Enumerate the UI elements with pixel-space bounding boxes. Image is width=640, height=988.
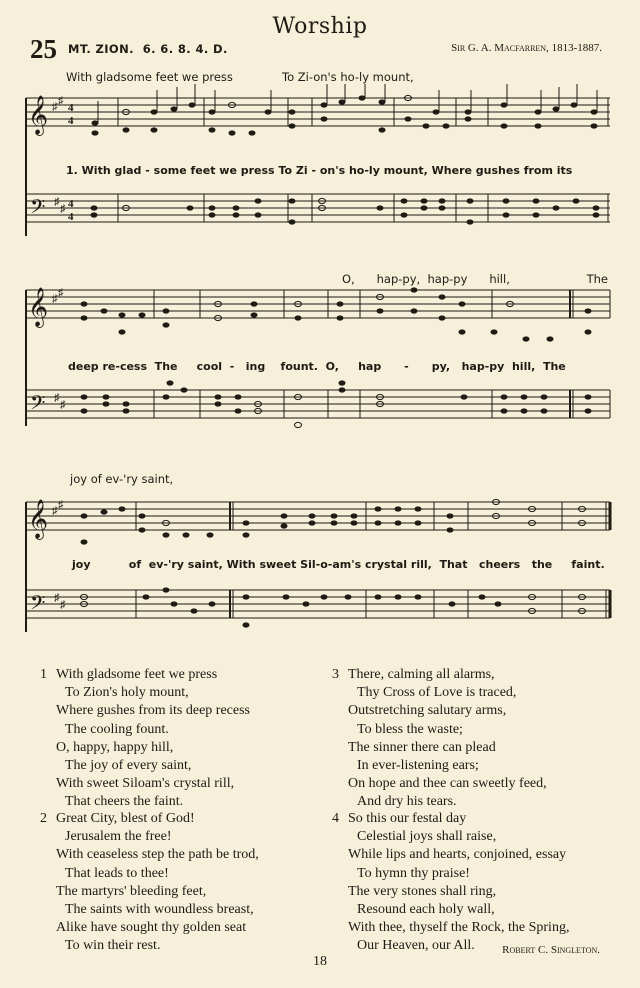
bass-staff-3 [26, 590, 610, 618]
treble-staff-3 [26, 502, 610, 632]
verse-line: To bless the waste; [357, 721, 463, 737]
svg-text:♯: ♯ [60, 203, 66, 215]
notes-staff-2 [81, 287, 592, 341]
system2-upper-lyric: O, hap-py, hap-py hill, The [342, 272, 609, 286]
system3-lower-lyric: joy of ev-'ry saint, With sweet Sil-o-am's crystal rill, That cheers the faint. [72, 558, 605, 571]
tune-name: MT. ZION. [68, 42, 134, 56]
composer-credit: Sir G. A. Macfarren, 1813-1887. [451, 42, 602, 54]
verse-line: Thy Cross of Love is traced, [357, 685, 517, 701]
notes-staff-3 [81, 499, 586, 544]
verse-line: The saints with woundless breast, [65, 902, 254, 918]
verse-line: The joy of every saint, [65, 758, 192, 774]
verse-line: With sweet Siloam's crystal rill, [56, 776, 235, 792]
svg-text:𝄞: 𝄞 [28, 499, 49, 539]
verse-2 [40, 810, 259, 956]
verse-number: 4 [332, 811, 339, 826]
svg-text:♯: ♯ [58, 95, 64, 107]
lyricist-credit: Robert C. Singleton. [502, 944, 600, 956]
verse-line: That leads to thee! [65, 865, 169, 881]
svg-text:4: 4 [68, 102, 74, 114]
svg-text:4: 4 [68, 211, 74, 223]
svg-text:♯: ♯ [52, 293, 58, 305]
music-system-2 [22, 270, 618, 430]
tune-meter-line [68, 42, 228, 56]
svg-text:𝄞: 𝄞 [28, 95, 49, 135]
svg-text:♯: ♯ [58, 499, 64, 511]
verse-line: On hope and thee can sweetly feed, [348, 776, 547, 792]
svg-text:♯: ♯ [60, 599, 66, 611]
system1-upper-lyric-b: To Zi-on's ho-ly mount, [282, 70, 414, 84]
notes-bass-1 [91, 198, 600, 224]
system1-lower-lyric: 1. With glad - some feet we press To Zi - on's ho-ly mount, Where gushes from its [66, 164, 573, 177]
verse-line: So this our festal day [348, 811, 467, 826]
verse-line: The very stones shall ring, [348, 883, 497, 899]
verse-line: The cooling fount. [65, 721, 169, 737]
svg-text:♯: ♯ [58, 287, 64, 299]
verse-line: The sinner there can plead [348, 739, 496, 755]
verse-line: To Zion's holy mount, [65, 685, 189, 701]
svg-text:♯: ♯ [54, 196, 60, 208]
verse-line: There, calming all alarms, [348, 667, 495, 682]
verse-1 [40, 666, 250, 812]
verse-line: Celestial joys shall raise, [357, 829, 497, 845]
verse-number: 1 [40, 667, 47, 682]
svg-text:♯: ♯ [54, 592, 60, 604]
verse-line: Resound each holy wall, [357, 902, 495, 918]
page-number: 18 [313, 954, 327, 969]
verse-line: To win their rest. [65, 938, 161, 954]
svg-text:𝄞: 𝄞 [28, 287, 49, 327]
verse-line: With gladsome feet we press [56, 667, 218, 682]
verse-line: Where gushes from its deep recess [56, 703, 250, 719]
music-system-1 [22, 84, 618, 244]
treble-staff-2 [26, 290, 610, 426]
svg-text:♯: ♯ [54, 392, 60, 404]
notes-bass-3 [81, 587, 586, 627]
svg-text:𝄢: 𝄢 [30, 591, 46, 619]
svg-text:♯: ♯ [52, 101, 58, 113]
verse-number: 2 [40, 811, 47, 826]
verse-line: While lips and hearts, conjoined, essay [348, 847, 567, 863]
verse-line: Outstretching salutary arms, [348, 703, 507, 719]
verse-line: Jerusalem the free! [65, 829, 172, 845]
svg-text:4: 4 [68, 115, 74, 127]
verse-line: Alike have sought thy golden seat [56, 920, 247, 936]
verse-line: To hymn thy praise! [357, 865, 470, 881]
verse-line: The martyrs' bleeding feet, [56, 883, 207, 899]
svg-text:𝄢: 𝄢 [30, 391, 46, 419]
svg-text:♯: ♯ [60, 399, 66, 411]
verse-line: Our Heaven, our All. [357, 938, 475, 954]
system1-upper-lyric-a: With gladsome feet we press [66, 70, 233, 84]
svg-text:♯: ♯ [52, 505, 58, 517]
verse-number: 3 [332, 667, 339, 682]
hymn-number: 25 [30, 34, 57, 64]
verse-line: That cheers the faint. [65, 794, 184, 810]
svg-text:𝄢: 𝄢 [30, 195, 46, 223]
stems-staff-1 [98, 84, 597, 123]
svg-text:4: 4 [68, 198, 74, 210]
verse-4 [332, 810, 569, 956]
meter: 6. 6. 8. 4. D. [142, 42, 228, 56]
verse-line: And dry his tears. [357, 794, 457, 810]
verse-3 [332, 666, 547, 812]
section-title: Worship [272, 14, 368, 39]
system2-lower-lyric: deep re-cess The cool - ing fount. O, hap - py, hap-py hill, The [68, 360, 566, 373]
verse-line: With ceaseless step the path be trod, [56, 847, 259, 863]
bass-staff-2 [26, 390, 610, 418]
verse-line: With thee, thyself the Rock, the Spring, [348, 920, 570, 936]
music-system-3 [22, 480, 618, 640]
verse-line: Great City, blest of God! [56, 811, 195, 826]
verse-line: In ever-listening ears; [357, 758, 479, 774]
system3-upper-lyric: joy of ev-'ry saint, [70, 472, 174, 486]
verse-line: O, happy, happy hill, [56, 739, 174, 755]
